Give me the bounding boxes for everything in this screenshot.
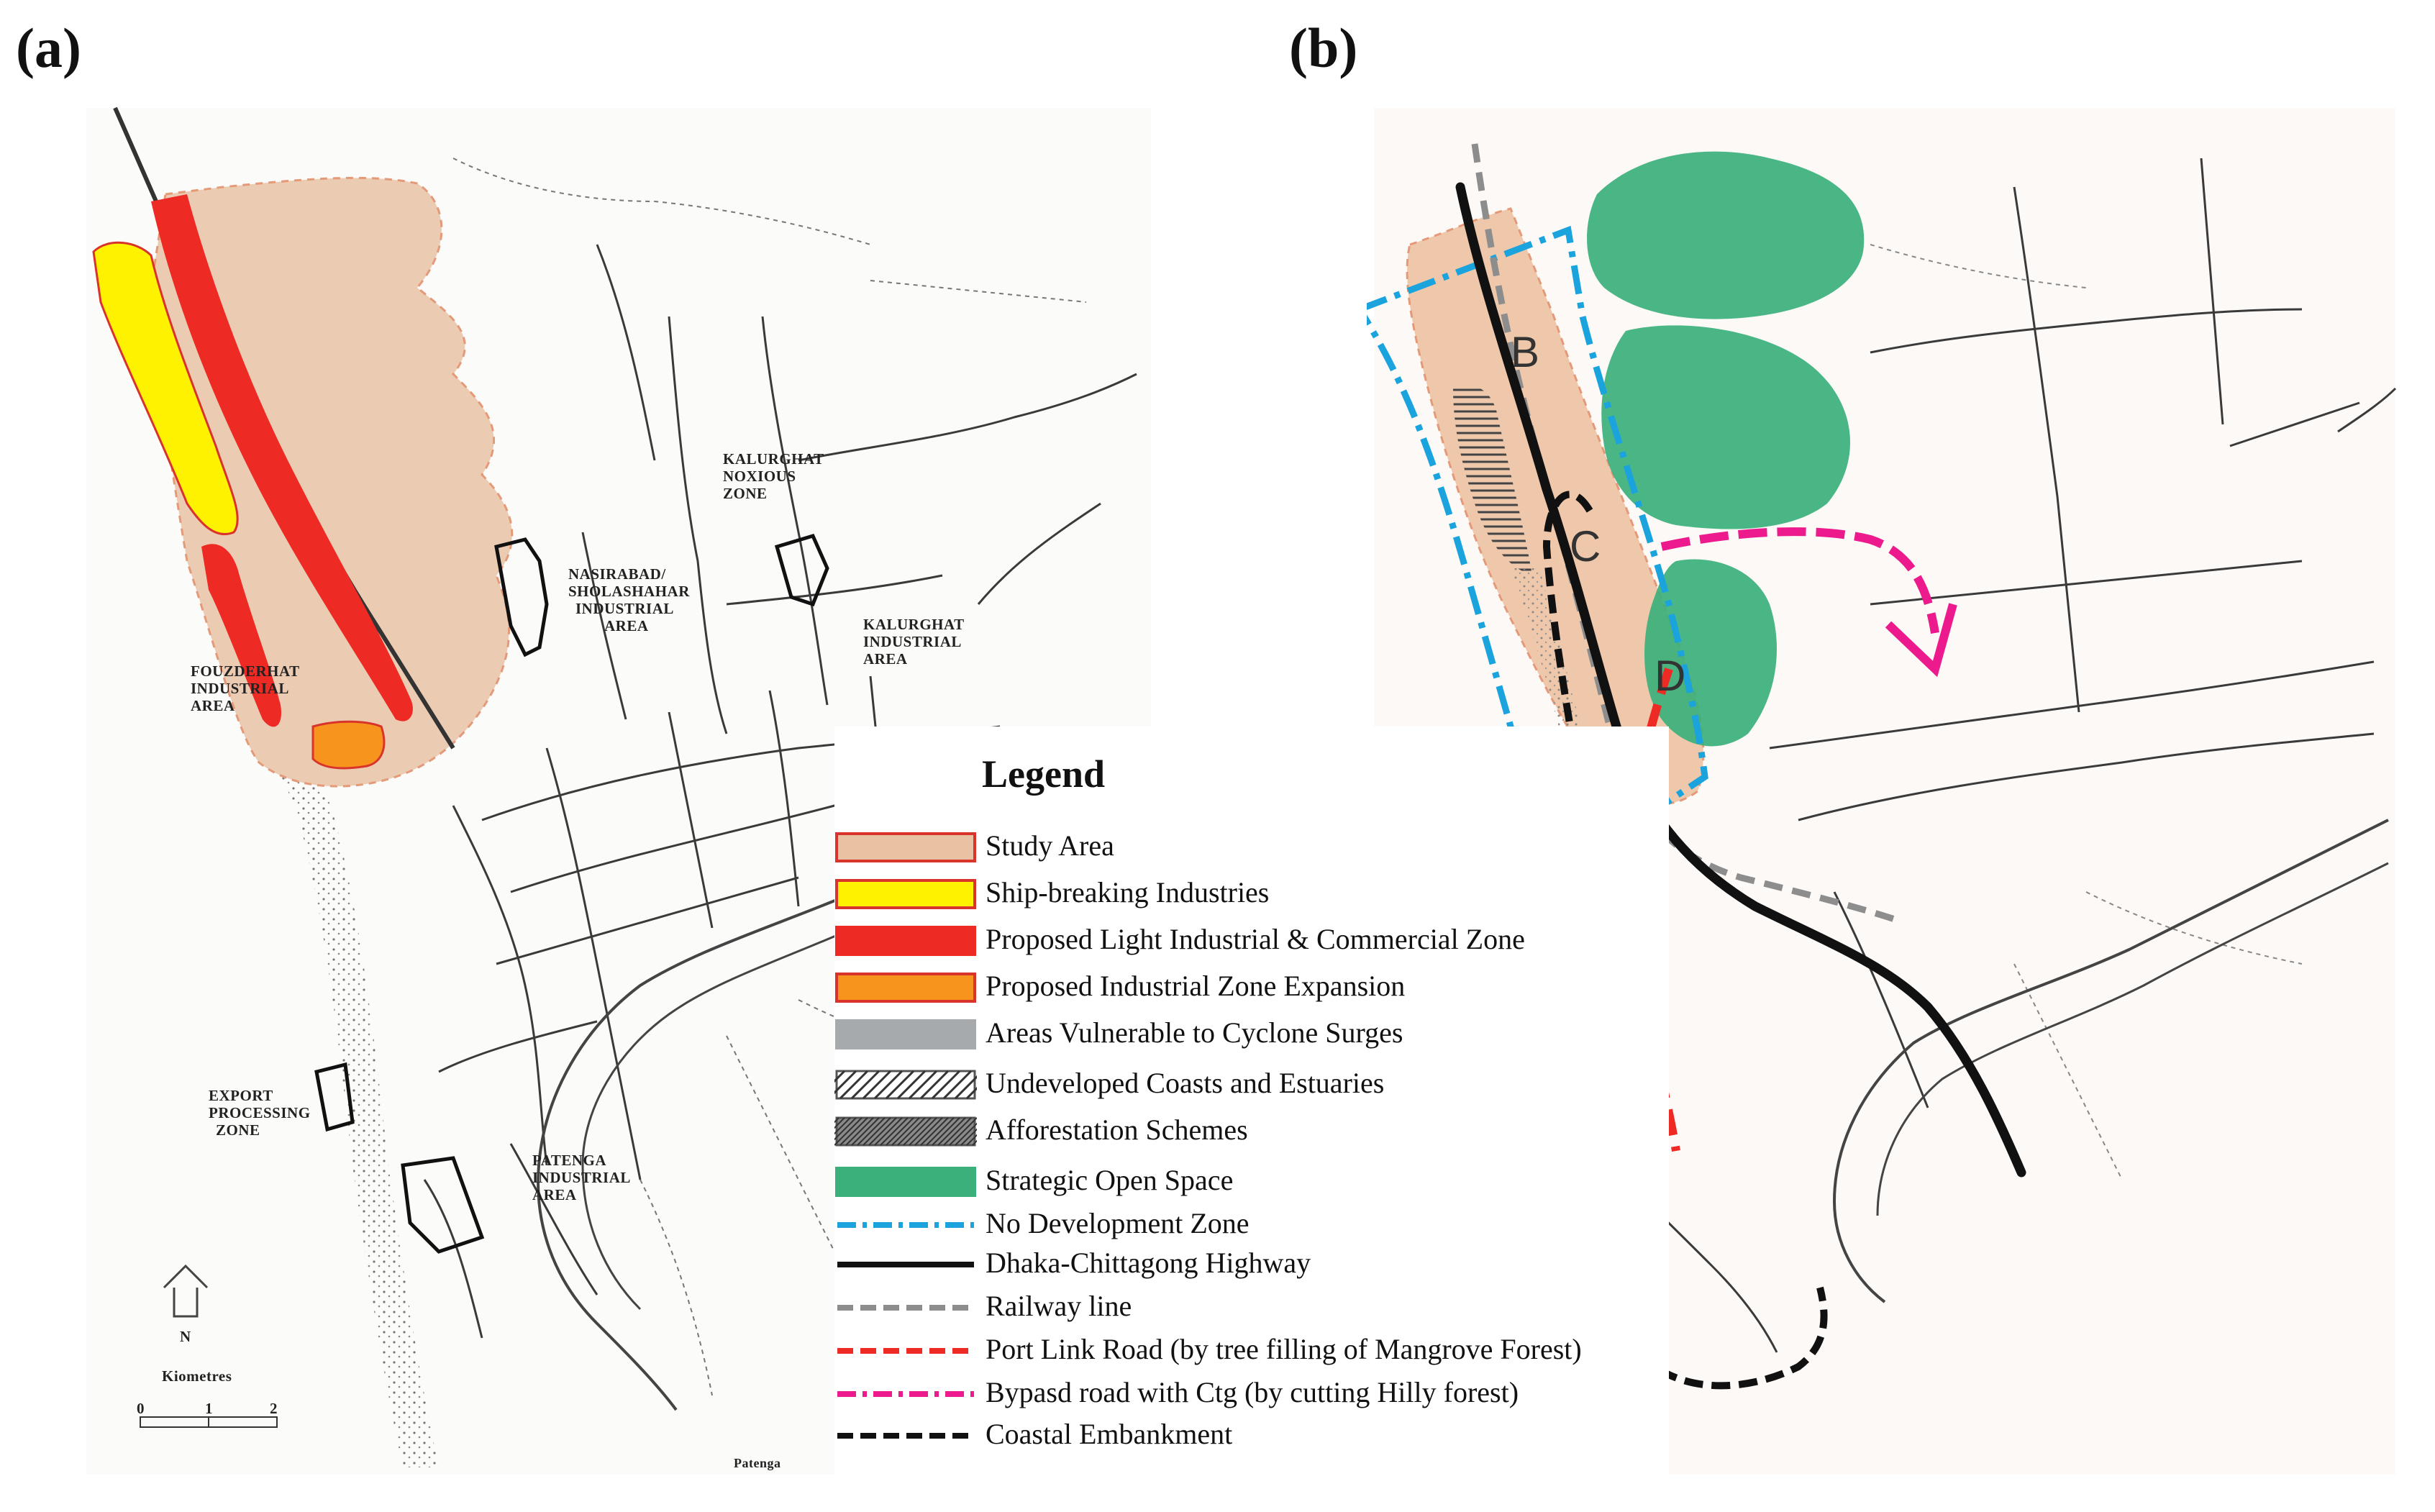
legend-label: Undeveloped Coasts and Estuaries bbox=[986, 1067, 1385, 1099]
legend-label: Dhaka-Chittagong Highway bbox=[986, 1247, 1311, 1279]
legend-label: Bypasd road with Ctg (by cutting Hilly forest) bbox=[986, 1376, 1519, 1408]
zone-label-b: B bbox=[1511, 328, 1540, 376]
area-label-kalurghat-noxious: KALURGHAT NOXIOUS ZONE bbox=[723, 450, 824, 502]
scale-unit: Kiometres bbox=[162, 1367, 232, 1385]
legend-symbol bbox=[834, 1069, 977, 1101]
legend-symbol bbox=[834, 1420, 977, 1452]
legend-label: Afforestation Schemes bbox=[986, 1113, 1248, 1146]
north-label: N bbox=[180, 1328, 191, 1345]
zone-label-c: C bbox=[1570, 522, 1601, 570]
legend-label: Coastal Embankment bbox=[986, 1418, 1233, 1450]
panel-label-b: (b) bbox=[1289, 17, 1358, 79]
legend-symbol bbox=[834, 1166, 977, 1198]
legend-symbol bbox=[834, 1292, 977, 1324]
legend-item bbox=[834, 967, 1669, 1011]
scale-tick-2: 2 bbox=[270, 1400, 278, 1417]
legend-item bbox=[834, 874, 1669, 917]
panel-label-a: (a) bbox=[16, 17, 81, 79]
legend-label: No Development Zone bbox=[986, 1207, 1250, 1239]
legend-symbol bbox=[834, 925, 977, 957]
legend-label: Strategic Open Space bbox=[986, 1164, 1234, 1196]
area-label-kalurghat-industrial: KALURGHAT INDUSTRIAL AREA bbox=[863, 616, 965, 668]
legend-item bbox=[834, 1331, 1669, 1374]
legend-symbol bbox=[834, 1209, 977, 1241]
legend-symbol bbox=[834, 972, 977, 1003]
scale-tick-1: 1 bbox=[205, 1400, 213, 1417]
area-label-export-processing: EXPORT PROCESSING ZONE bbox=[209, 1087, 311, 1139]
scale-tick-0: 0 bbox=[137, 1400, 145, 1417]
legend-symbol bbox=[834, 1249, 977, 1280]
legend-symbol bbox=[834, 1019, 977, 1050]
area-label-patenga-industrial: PATENGA INDUSTRIAL AREA bbox=[532, 1152, 631, 1203]
legend-item bbox=[834, 1162, 1669, 1205]
legend-item bbox=[834, 921, 1669, 964]
legend-item bbox=[834, 1065, 1669, 1108]
legend bbox=[834, 727, 1669, 1511]
legend-label: Proposed Light Industrial & Commercial Zone bbox=[986, 923, 1525, 955]
legend-label: Areas Vulnerable to Cyclone Surges bbox=[986, 1016, 1403, 1049]
legend-label: Railway line bbox=[986, 1290, 1132, 1322]
legend-item bbox=[834, 1288, 1669, 1331]
legend-item bbox=[834, 1416, 1669, 1459]
proposed-industrial-zone-expansion bbox=[313, 721, 384, 768]
legend-symbol bbox=[834, 1116, 977, 1147]
legend-label: Study Area bbox=[986, 829, 1114, 862]
legend-symbol bbox=[834, 1378, 977, 1410]
legend-symbol bbox=[834, 832, 977, 863]
legend-item bbox=[834, 1374, 1669, 1417]
place-label-patenga: Patenga bbox=[734, 1456, 781, 1470]
legend-title: Legend bbox=[982, 752, 1106, 796]
legend-label: Proposed Industrial Zone Expansion bbox=[986, 970, 1406, 1002]
legend-item bbox=[834, 827, 1669, 870]
legend-symbol bbox=[834, 1335, 977, 1367]
legend-item bbox=[834, 1014, 1669, 1057]
area-label-fouzderhat: FOUZDERHAT INDUSTRIAL AREA bbox=[191, 662, 300, 714]
legend-symbol bbox=[834, 878, 977, 910]
legend-item bbox=[834, 1244, 1669, 1288]
legend-label: Ship-breaking Industries bbox=[986, 876, 1270, 908]
zone-label-d: D bbox=[1655, 652, 1686, 700]
legend-label: Port Link Road (by tree filling of Mangrove Forest) bbox=[986, 1333, 1582, 1365]
area-label-nasirabad: NASIRABAD/ SHOLASHAHAR INDUSTRIAL AREA bbox=[568, 565, 690, 634]
legend-item bbox=[834, 1111, 1669, 1155]
legend-item bbox=[834, 1205, 1669, 1248]
